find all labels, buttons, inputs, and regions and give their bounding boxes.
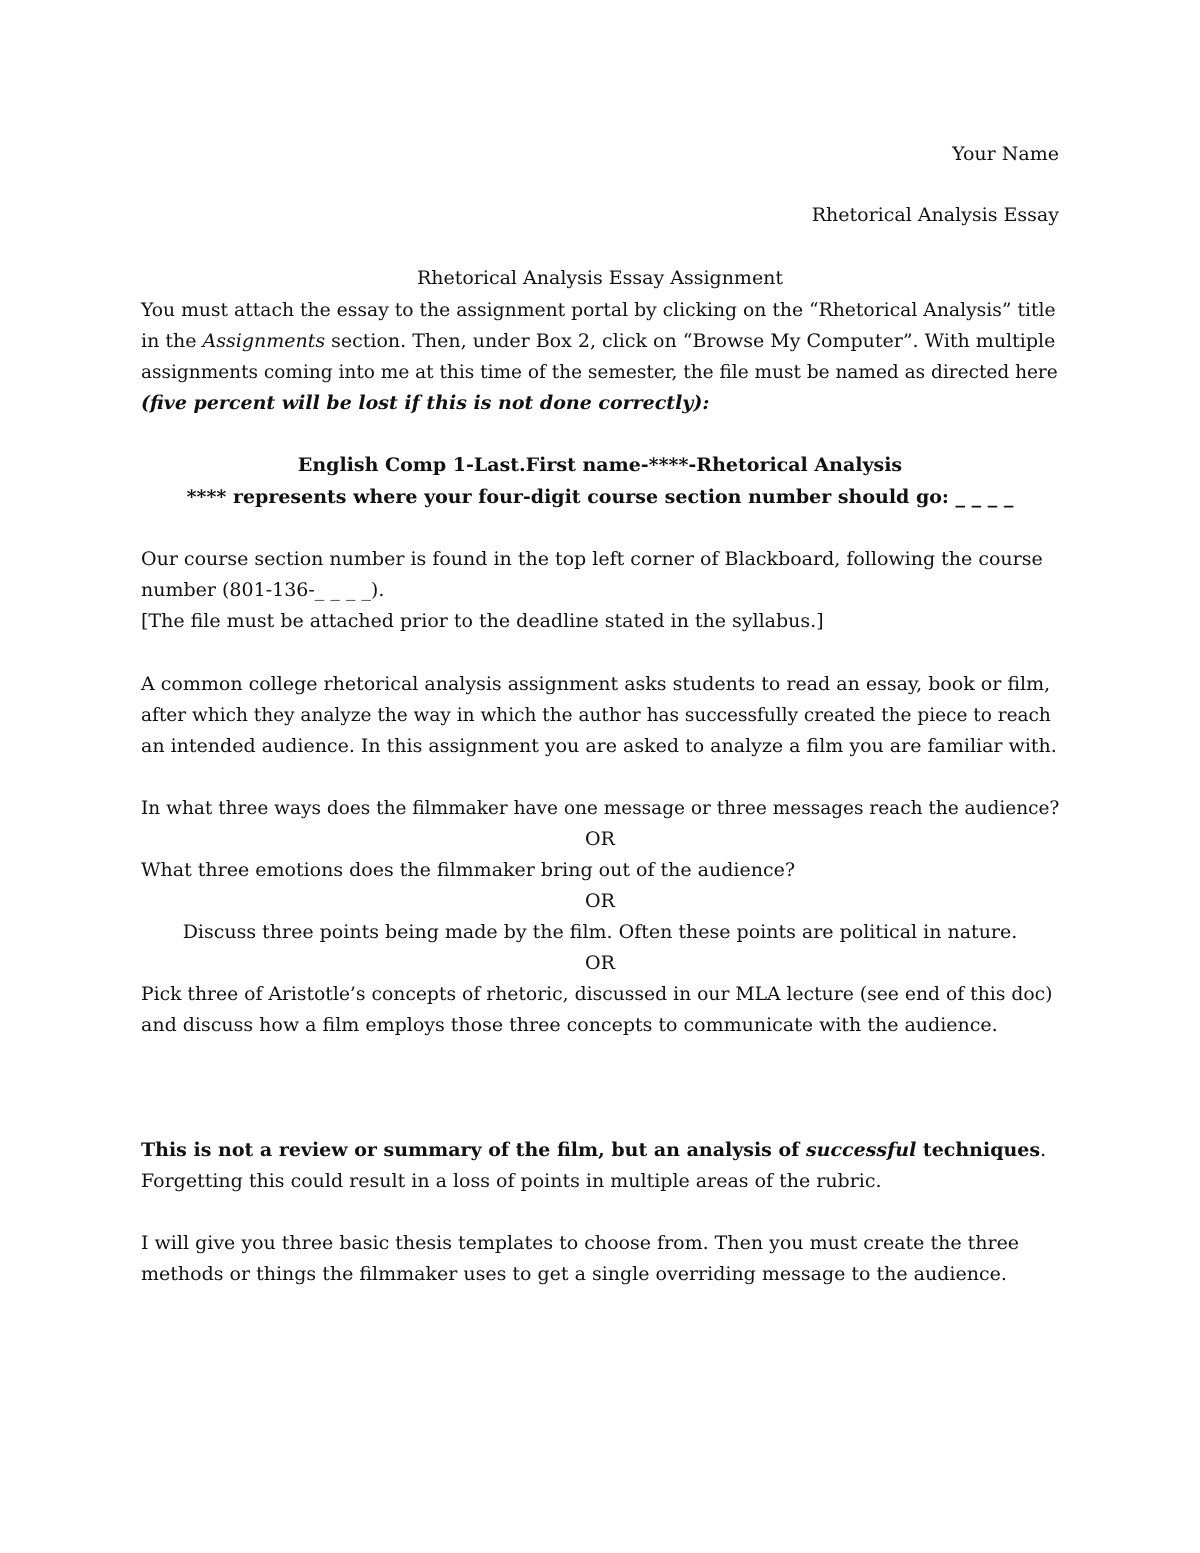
- successful-emphasis: successful: [805, 1139, 917, 1161]
- intro-text-c: section. Then, under Box 2, click on “Browse My Computer”. With multiple: [325, 330, 1056, 352]
- filename-format: English Comp 1-Last.First name-****-Rhetorical Analysis: [297, 454, 903, 476]
- or-separator-2: OR: [585, 890, 615, 912]
- description-line-2: after which they analyze the way in which the author has successfully created the piece to reach: [141, 705, 1051, 726]
- penalty-warning: (five percent will be lost if this is not done correctly):: [141, 392, 710, 414]
- option-4-line-2: and discuss how a film employs those three concepts to communicate with the audience.: [141, 1014, 998, 1036]
- section-info-line-1: Our course section number is found in the top left corner of Blackboard, following the course: [141, 548, 1043, 570]
- intro-text-a: in the: [141, 330, 203, 352]
- option-3: Discuss three points being made by the film. Often these points are political in nature.: [182, 921, 1018, 943]
- rubric-note: Forgetting this could result in a loss of points in multiple areas of the rubric.: [141, 1170, 882, 1192]
- option-2: What three emotions does the filmmaker bring out of the audience?: [141, 859, 796, 881]
- author-name: Your Name: [952, 143, 1059, 165]
- techniques-text: techniques: [916, 1139, 1041, 1161]
- intro-line-1: You must attach the essay to the assignment portal by clicking on the “Rhetorical Analysis” title: [141, 300, 1056, 321]
- option-4-line-1: Pick three of Aristotle’s concepts of rhetoric, discussed in our MLA lecture (see end of this doc): [141, 984, 1053, 1005]
- option-1: In what three ways does the filmmaker have one message or three messages reach the audience?: [141, 798, 1060, 819]
- review-warning: [141, 1135, 1059, 1166]
- course-title: Rhetorical Analysis Essay: [811, 204, 1059, 226]
- deadline-note: [The file must be attached prior to the deadline stated in the syllabus.]: [141, 610, 824, 632]
- filename-note: **** represents where your four-digit course section number should go: _ _ _ _: [186, 486, 1014, 508]
- intro-line-2: [141, 326, 1059, 357]
- description-line-3: an intended audience. In this assignment you are asked to analyze a film you are familiar with.: [141, 735, 1057, 757]
- or-separator-3: OR: [585, 952, 615, 974]
- thesis-line-1: I will give you three basic thesis templates to choose from. Then you must create the three: [141, 1232, 1020, 1254]
- description-line-1: A common college rhetorical analysis assignment asks students to read an essay, book or film,: [141, 673, 1051, 695]
- review-warning-text: This is not a review or summary of the film, but an analysis of: [141, 1139, 806, 1161]
- warning-period: .: [1040, 1139, 1047, 1161]
- intro-line-3: assignments coming into me at this time of the semester, the file must be named as directed here: [141, 362, 1058, 383]
- page-title: Rhetorical Analysis Essay Assignment: [416, 267, 784, 289]
- thesis-line-2: methods or things the filmmaker uses to get a single overriding message to the audience.: [141, 1263, 1007, 1285]
- or-separator-1: OR: [585, 828, 615, 850]
- section-info-line-2: number (801-136-_ _ _ _).: [141, 579, 385, 601]
- assignments-emphasis: Assignments: [202, 330, 326, 352]
